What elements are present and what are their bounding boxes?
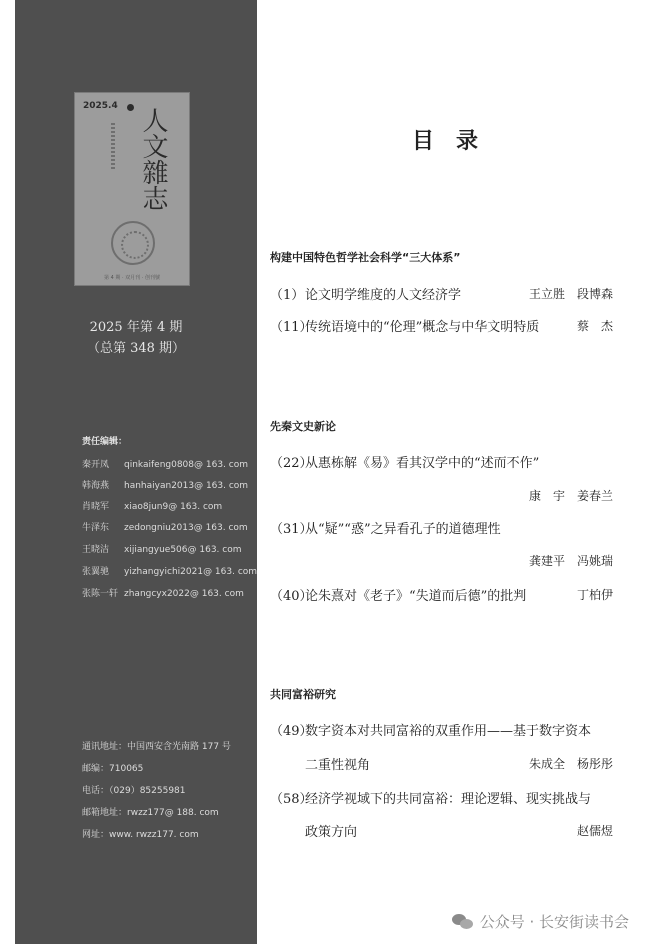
editor-email: zhangcyx2022@ 163. com xyxy=(124,589,244,599)
cover-badge xyxy=(127,104,134,111)
cover-footer: 第 4 期 · 双月刊 · 创刊號 xyxy=(104,275,160,281)
contact-address xyxy=(82,739,231,752)
entry-page-number: （31） xyxy=(270,522,313,537)
contact-label: 邮编： xyxy=(82,764,110,774)
entry-page-number: （1） xyxy=(270,288,305,303)
entry-page-number: （49） xyxy=(270,724,313,739)
entry-author: 丁柏伊 xyxy=(576,588,613,602)
editor-row xyxy=(82,586,244,599)
contact-phone xyxy=(82,783,186,796)
editor-row xyxy=(82,457,248,470)
editor-email: qinkaifeng0808@ 163. com xyxy=(124,460,248,470)
section-title: 先秦文史新论 xyxy=(270,420,336,433)
editor-row xyxy=(82,520,248,533)
watermark xyxy=(452,911,629,932)
cover-date: 2025.4 xyxy=(83,101,118,111)
contact-label: 电话： xyxy=(82,786,110,796)
contact-value: 中国西安含光南路 177 号 xyxy=(127,742,231,752)
editor-email: xijiangyue506@ 163. com xyxy=(124,545,242,555)
contact-label: 网址： xyxy=(82,830,110,840)
contact-email xyxy=(82,805,219,818)
contact-value: www. rwzz177. com xyxy=(109,830,199,840)
cover-title: 人文雜志 xyxy=(138,107,168,211)
entry-author: 康 宇 姜春兰 xyxy=(528,489,613,503)
cover-vertical-text xyxy=(111,123,115,171)
editor-name: 王晓洁 xyxy=(82,545,110,555)
contact-postcode xyxy=(82,761,143,774)
contact-label: 通讯地址： xyxy=(82,742,128,752)
entry-author: 龚建平 冯姚瑞 xyxy=(528,554,613,568)
contact-value: （029）85255981 xyxy=(109,786,186,796)
entry-author: 王立胜 段博森 xyxy=(528,287,613,301)
contact-value: 710065 xyxy=(109,764,144,774)
editor-email: zedongniu2013@ 163. com xyxy=(124,523,248,533)
entry-title[interactable]: 论文明学维度的人文经济学 xyxy=(305,288,462,303)
contact-value: rwzz177@ 188. com xyxy=(127,808,219,818)
editor-row xyxy=(82,499,222,512)
entry-title-continued[interactable]: 政策方向 xyxy=(305,825,358,840)
contact-label: 邮箱地址： xyxy=(82,808,128,818)
entry-author: 蔡 杰 xyxy=(576,319,613,333)
editor-name: 张翼驰 xyxy=(82,567,110,577)
cover-image xyxy=(74,92,190,286)
editors-heading: 责任编辑： xyxy=(82,437,128,447)
entry-title[interactable]: 从惠栋解《易》看其汉学中的“述而不作” xyxy=(305,456,540,471)
entry-title[interactable]: 从“疑”“惑”之异看孔子的道德理性 xyxy=(305,522,501,537)
section-title: 共同富裕研究 xyxy=(270,688,336,701)
editor-name: 秦开凤 xyxy=(82,460,110,470)
entry-title-continued[interactable]: 二重性视角 xyxy=(305,758,371,773)
entry-title[interactable]: 传统语境中的“伦理”概念与中华文明特质 xyxy=(305,320,540,335)
issue-number: 2025 年第 4 期 xyxy=(89,320,183,335)
editor-name: 肖晓军 xyxy=(82,502,110,512)
entry-title[interactable]: 论朱熹对《老子》“失道而后德”的批判 xyxy=(305,589,527,604)
entry-title[interactable]: 数字资本对共同富裕的双重作用——基于数字资本 xyxy=(305,724,592,739)
entry-author: 朱成全 杨彤彤 xyxy=(528,757,613,771)
contact-website xyxy=(82,827,199,840)
issue-total: （总第 348 期） xyxy=(86,341,186,356)
entry-page-number: （40） xyxy=(270,589,313,604)
entry-page-number: （11） xyxy=(270,320,313,335)
editor-name: 韩海燕 xyxy=(82,481,110,491)
editor-name: 牛泽东 xyxy=(82,523,110,533)
editor-email: xiao8jun9@ 163. com xyxy=(124,502,223,512)
toc-title: 目录 xyxy=(412,129,501,154)
cover-emblem-icon xyxy=(111,221,155,265)
wechat-icon xyxy=(452,914,474,930)
section-title: 构建中国特色哲学社会科学“三大体系” xyxy=(270,251,461,264)
editor-row xyxy=(82,478,248,491)
entry-author: 赵儒煜 xyxy=(576,824,613,838)
editor-email: hanhaiyan2013@ 163. com xyxy=(124,481,249,491)
editor-email: yizhangyichi2021@ 163. com xyxy=(124,567,258,577)
entry-page-number: （22） xyxy=(270,456,313,471)
editor-name: 张陈一轩 xyxy=(82,589,119,599)
entry-title[interactable]: 经济学视域下的共同富裕：理论逻辑、现实挑战与 xyxy=(305,792,592,807)
editor-row xyxy=(82,542,242,555)
entry-page-number: （58） xyxy=(270,792,313,807)
editor-row xyxy=(82,564,257,577)
watermark-text: 公众号 · 长安街读书会 xyxy=(479,913,629,931)
